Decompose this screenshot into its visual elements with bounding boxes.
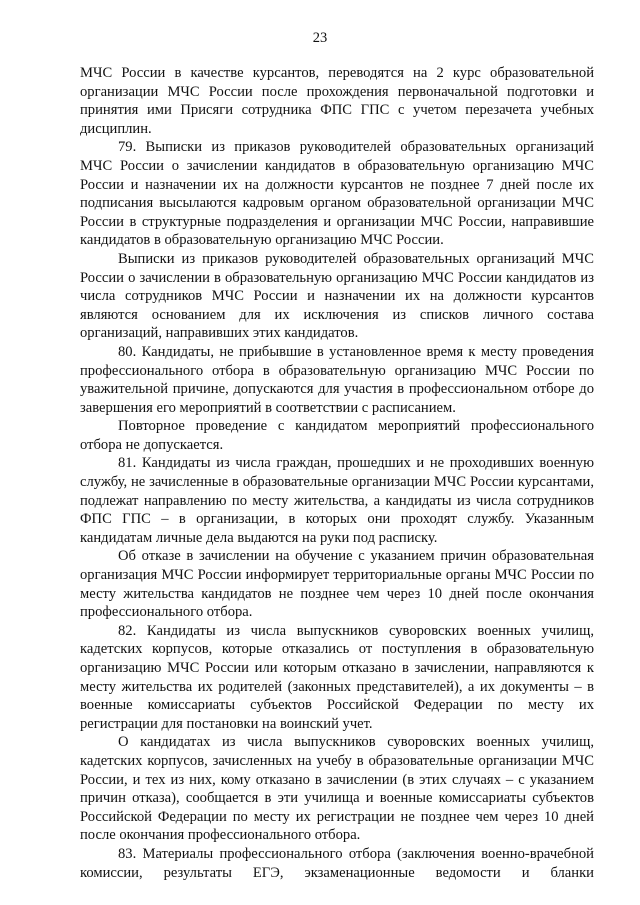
paragraph-80: 80. Кандидаты, не прибывшие в установленное время к месту проведения профессионального отбора в образовательную организацию МЧС России по уважительной причине, допускаются для участия в профессиональном отборе до завершения его мероприятий в соответствии с расписанием. <box>80 343 594 416</box>
paragraph-81: 81. Кандидаты из числа граждан, прошедших и не проходивших военную службу, не зачисленные в образовательные организации МЧС России курсантами, подлежат направлению по месту жительства, а кандидаты из числа сотрудников ФПС ГПС – в организации, в которых они проходят службу. Указанным кандидатам личные дела выдаются на руки под расписку. <box>80 455 594 546</box>
paragraph-83: 83. Материалы профессионального отбора (заключения военно-врачебной комиссии, результаты ЕГЭ, экзаменационные ведомости и бланки <box>80 845 594 881</box>
document-body <box>80 64 594 882</box>
page-number: 23 <box>312 30 328 46</box>
paragraph-81-refusal: Об отказе в зачислении на обучение с указанием причин образовательная организация МЧС России информирует территориальные органы МЧС России по месту жительства кандидатов не позднее чем через 10 дней после окончания профессионального отбора. <box>80 548 594 621</box>
paragraph-80-repeat: Повторное проведение с кандидатом мероприятий профессионального отбора не допускается. <box>80 418 594 453</box>
paragraph-79: 79. Выписки из приказов руководителей образовательных организаций МЧС России о зачислении кандидатов в образовательную организацию МЧС России и назначении их на должности курсантов не позднее 7 дней после их подписания высылаются кадровым органом образовательной организации МЧС России в структурные подразделения и организации МЧС России, направившие кандидатов в образовательную организацию МЧС России. <box>80 139 594 249</box>
paragraph-continuation: МЧС России в качестве курсантов, переводятся на 2 курс образовательной организации МЧС России после прохождения первоначальной подготовки и принятия ими Присяги сотрудника ФПС ГПС с учетом перезачета учебных дисциплин. <box>80 65 594 137</box>
paragraph-82: 82. Кандидаты из числа выпускников суворовских военных училищ, кадетских корпусов, которые отказались от поступления в образовательную организацию МЧС России или которым отказано в зачислении, направляются к месту жительства их родителей (законных представителей), а их документы – в военные комиссариаты субъектов Российской Федерации по месту их регистрации для постановки на воинский учет. <box>80 622 594 732</box>
paragraph-82-notify: О кандидатах из числа выпускников суворовских военных училищ, кадетских корпусов, зачисленных на учебу в образовательные организации МЧС России, и тех из них, кому отказано в зачислении (в этих случаях – с указанием причин отказа), сообщается в эти училища и военные комиссариаты субъектов Российской Федерации по месту их регистрации не позднее чем через 10 дней после окончания профессионального отбора. <box>80 734 594 844</box>
paragraph-79-extracts: Выписки из приказов руководителей образовательных организаций МЧС России о зачислении в образовательную организацию МЧС России кандидатов из числа сотрудников МЧС России и назначении их на должности курсантов являются основанием для их исключения из списков личного состава организаций, направивших этих кандидатов. <box>80 250 594 342</box>
